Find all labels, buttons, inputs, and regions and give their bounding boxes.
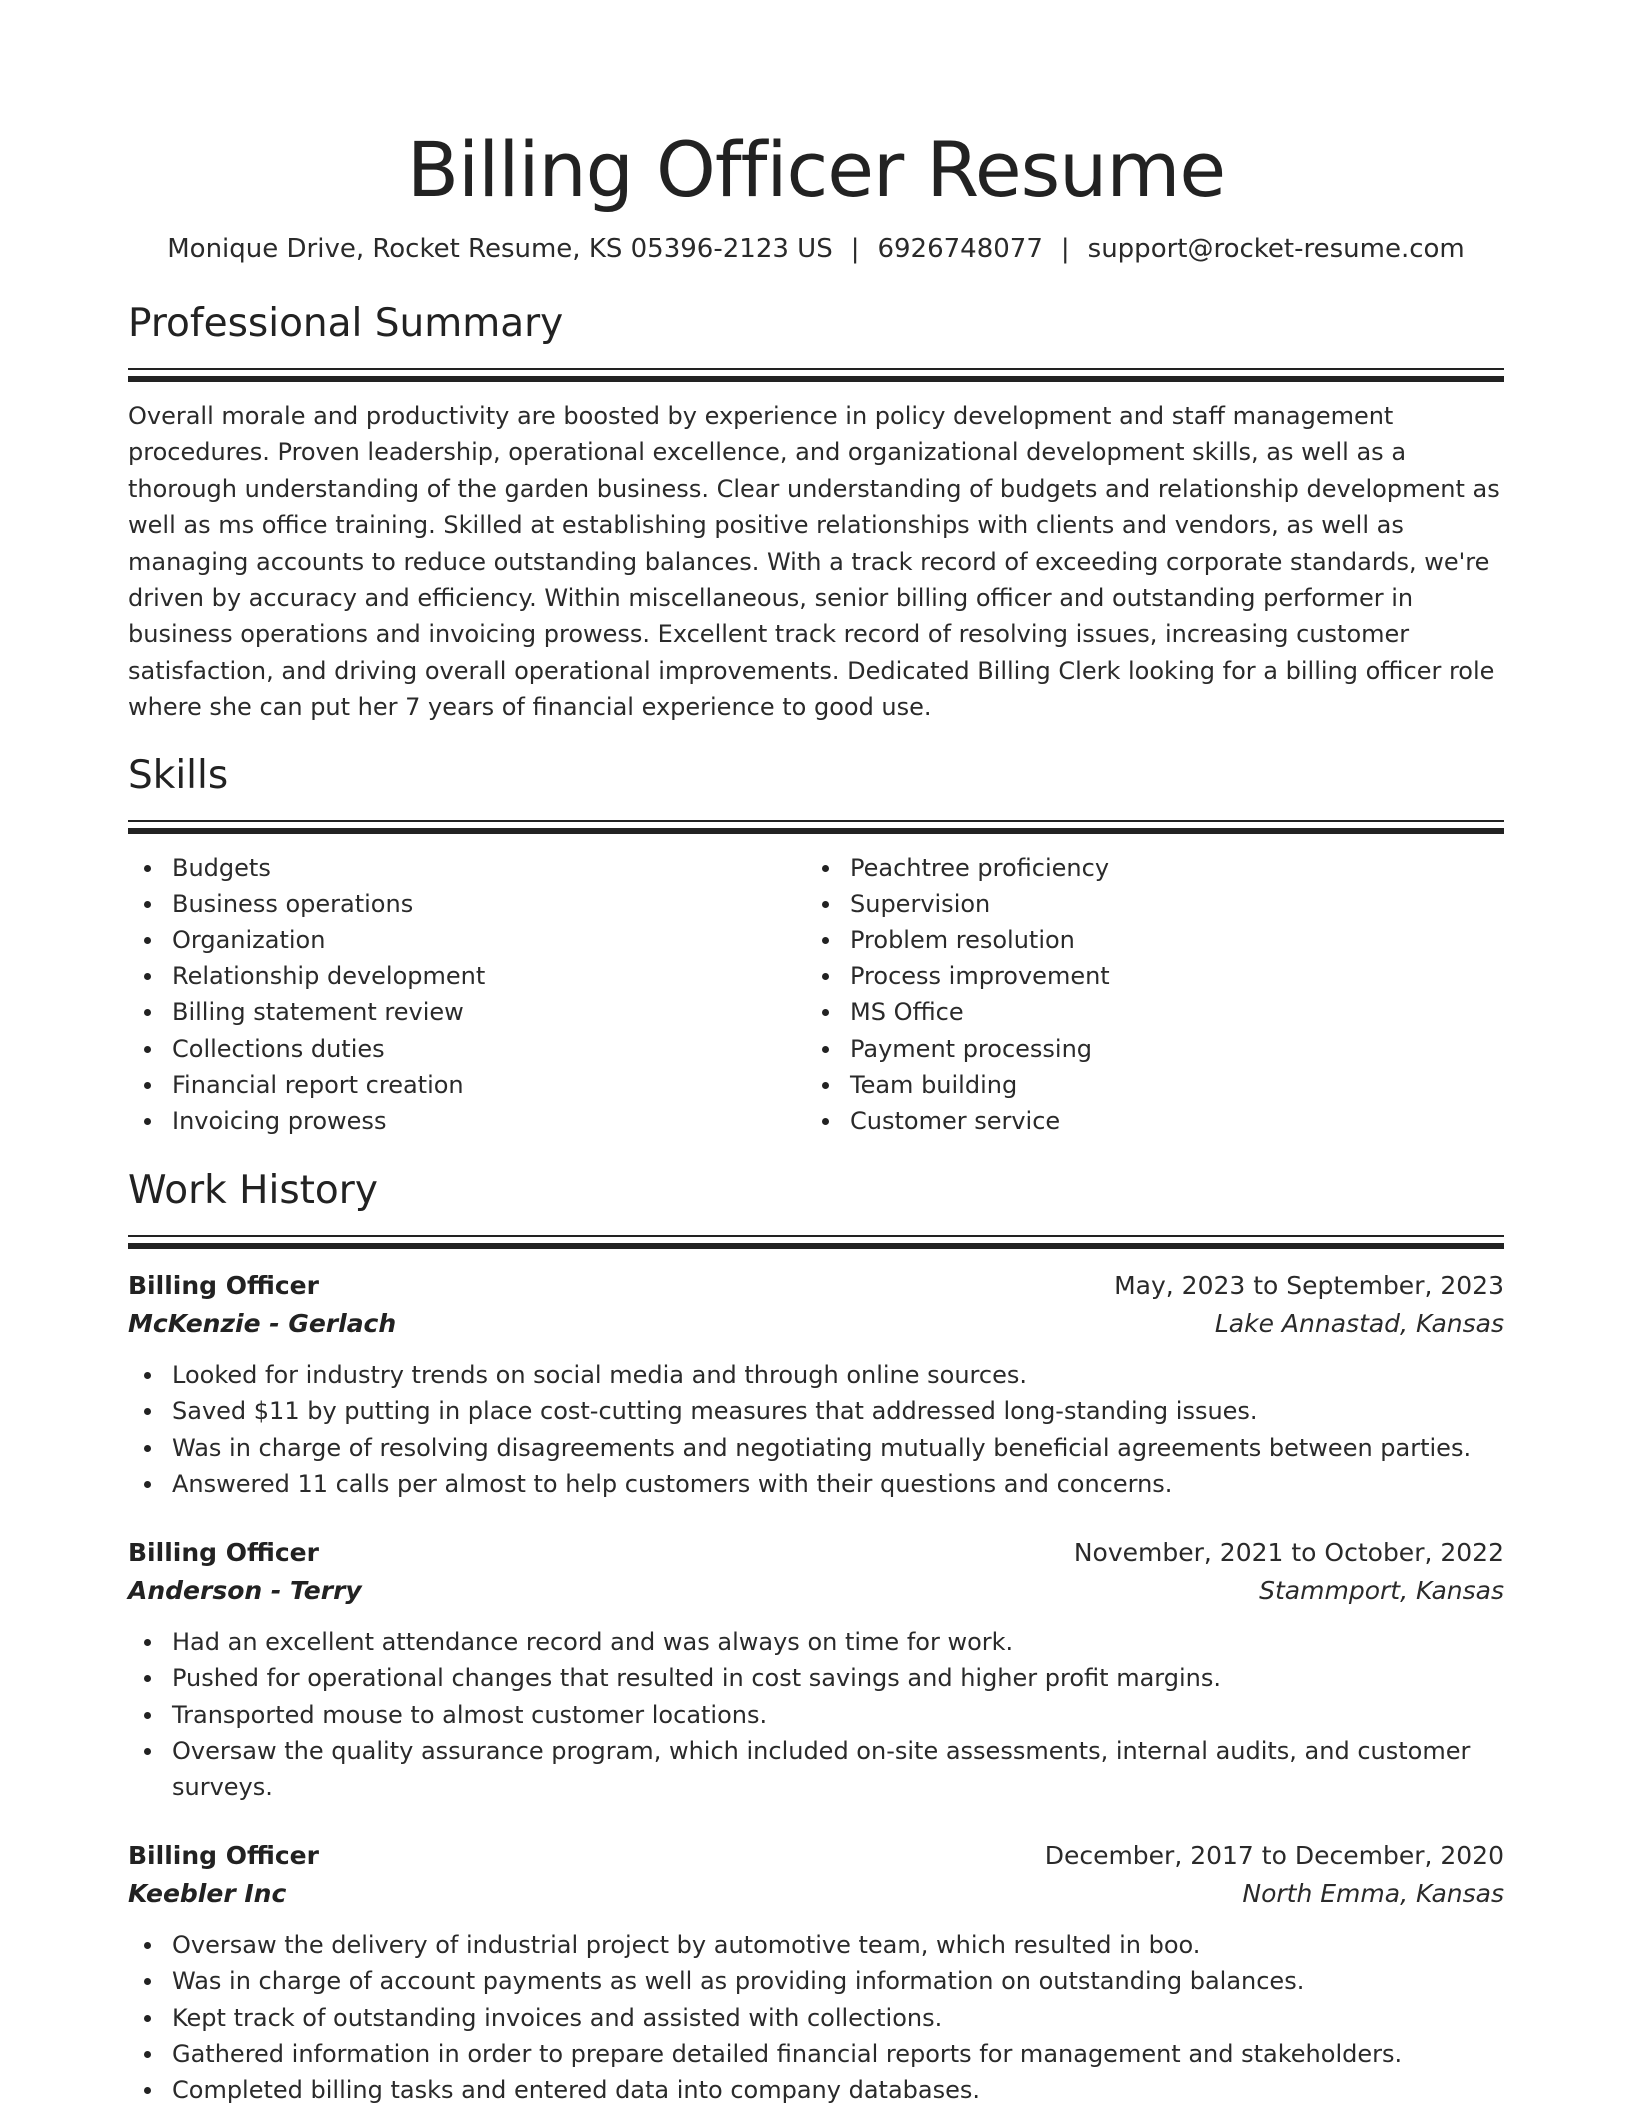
skill-item: MS Office	[850, 994, 1484, 1030]
skill-item: Relationship development	[172, 958, 806, 994]
job-location: North Emma, Kansas	[1242, 1879, 1504, 1909]
job-header-row	[128, 1534, 1504, 1572]
contact-separator: |	[1060, 234, 1070, 264]
section-title-work-history: Work History	[128, 1168, 378, 1214]
section-divider	[128, 1235, 1504, 1249]
summary-text: Overall morale and productivity are boosted by experience in policy development and staff management procedures. Proven leadership, operational excellence, and organizational development skills, as well as a thorough understanding of the garden business. Clear understanding of budgets and relationship development as well as ms office training. Skilled at establishing positive relationships with clients and vendors, as well as managing accounts to reduce outstanding balances. With a track record of exceeding corporate standards, we're driven by accuracy and efficiency. Within miscellaneous, senior billing officer and outstanding performer in business operations and invoicing prowess. Excellent track record of resolving issues, increasing customer satisfaction, and driving overall operational improvements. Dedicated Billing Clerk looking for a billing officer role where she can put her 7 years of financial experience to good use.	[128, 402, 1500, 722]
skills-column-right	[806, 850, 1484, 1140]
job-bullet: Kept track of outstanding invoices and assisted with collections.	[172, 2000, 1504, 2036]
job-company: Anderson - Terry	[128, 1576, 362, 1606]
job-bullets	[128, 1927, 1504, 2108]
job-bullet: Looked for industry trends on social media and through online sources.	[172, 1357, 1504, 1393]
job-bullet: Answered 11 calls per almost to help customers with their questions and concerns.	[172, 1466, 1504, 1502]
resume-page	[128, 0, 1504, 2108]
skills-grid	[128, 850, 1504, 1140]
contact-phone: 6926748077	[877, 234, 1043, 264]
job-bullet: Oversaw the quality assurance program, which included on-site assessments, internal audits, and customer surveys.	[172, 1733, 1504, 1805]
skill-item: Payment processing	[850, 1031, 1484, 1067]
job-title: Billing Officer	[128, 1271, 319, 1301]
job-company-row	[128, 1572, 1504, 1610]
work-history-section	[128, 1167, 1504, 2108]
job-bullet: Had an excellent attendance record and was always on time for work.	[172, 1624, 1504, 1660]
job-bullet: Transported mouse to almost customer locations.	[172, 1697, 1504, 1733]
skill-item: Organization	[172, 922, 806, 958]
job-dates: December, 2017 to December, 2020	[1044, 1841, 1504, 1871]
skill-item: Collections duties	[172, 1031, 806, 1067]
job-bullets	[128, 1624, 1504, 1805]
resume-title: Billing Officer Resume	[406, 125, 1226, 214]
job-bullet: Gathered information in order to prepare detailed financial reports for management and stakeholders.	[172, 2036, 1504, 2072]
section-divider	[128, 368, 1504, 382]
job-entry	[128, 1267, 1504, 1502]
skill-item: Process improvement	[850, 958, 1484, 994]
job-company: Keebler Inc	[128, 1879, 287, 1909]
skill-item: Budgets	[172, 850, 806, 886]
job-entry	[128, 1837, 1504, 2108]
job-company-row	[128, 1875, 1504, 1913]
skill-item: Peachtree proficiency	[850, 850, 1484, 886]
skills-column-left	[128, 850, 806, 1140]
skill-item: Invoicing prowess	[172, 1103, 806, 1139]
job-location: Stammport, Kansas	[1259, 1576, 1504, 1606]
job-header-row	[128, 1267, 1504, 1305]
job-bullets	[128, 1357, 1504, 1502]
job-bullet: Pushed for operational changes that resulted in cost savings and higher profit margins.	[172, 1660, 1504, 1696]
job-entry	[128, 1534, 1504, 1805]
contact-email: support@rocket-resume.com	[1087, 234, 1465, 264]
skills-section	[128, 752, 1504, 1140]
section-title-summary: Professional Summary	[128, 301, 564, 346]
job-header-row	[128, 1837, 1504, 1875]
job-company: McKenzie - Gerlach	[128, 1309, 397, 1339]
job-location: Lake Annastad, Kansas	[1214, 1309, 1504, 1339]
job-bullet: Was in charge of resolving disagreements and negotiating mutually beneficial agreements between parties.	[172, 1430, 1504, 1466]
job-company-row	[128, 1305, 1504, 1343]
job-bullet: Completed billing tasks and entered data into company databases.	[172, 2072, 1504, 2108]
skill-item: Supervision	[850, 886, 1484, 922]
section-title-skills: Skills	[128, 752, 229, 798]
professional-summary-section	[128, 300, 1504, 726]
skill-item: Problem resolution	[850, 922, 1484, 958]
job-bullet: Was in charge of account payments as well as providing information on outstanding balances.	[172, 1963, 1504, 1999]
job-dates: November, 2021 to October, 2022	[1073, 1538, 1504, 1568]
section-divider	[128, 820, 1504, 834]
job-bullet: Oversaw the delivery of industrial project by automotive team, which resulted in boo.	[172, 1927, 1504, 1963]
contact-separator: |	[850, 234, 860, 264]
skill-item: Financial report creation	[172, 1067, 806, 1103]
skill-item: Business operations	[172, 886, 806, 922]
contact-line	[128, 232, 1504, 266]
job-dates: May, 2023 to September, 2023	[1114, 1271, 1504, 1301]
skill-item: Customer service	[850, 1103, 1484, 1139]
job-title: Billing Officer	[128, 1538, 319, 1568]
contact-address: Monique Drive, Rocket Resume, KS 05396-2123 US	[167, 234, 833, 264]
skill-item: Team building	[850, 1067, 1484, 1103]
job-title: Billing Officer	[128, 1841, 319, 1871]
job-bullet: Saved $11 by putting in place cost-cutting measures that addressed long-standing issues.	[172, 1393, 1504, 1429]
skill-item: Billing statement review	[172, 994, 806, 1030]
